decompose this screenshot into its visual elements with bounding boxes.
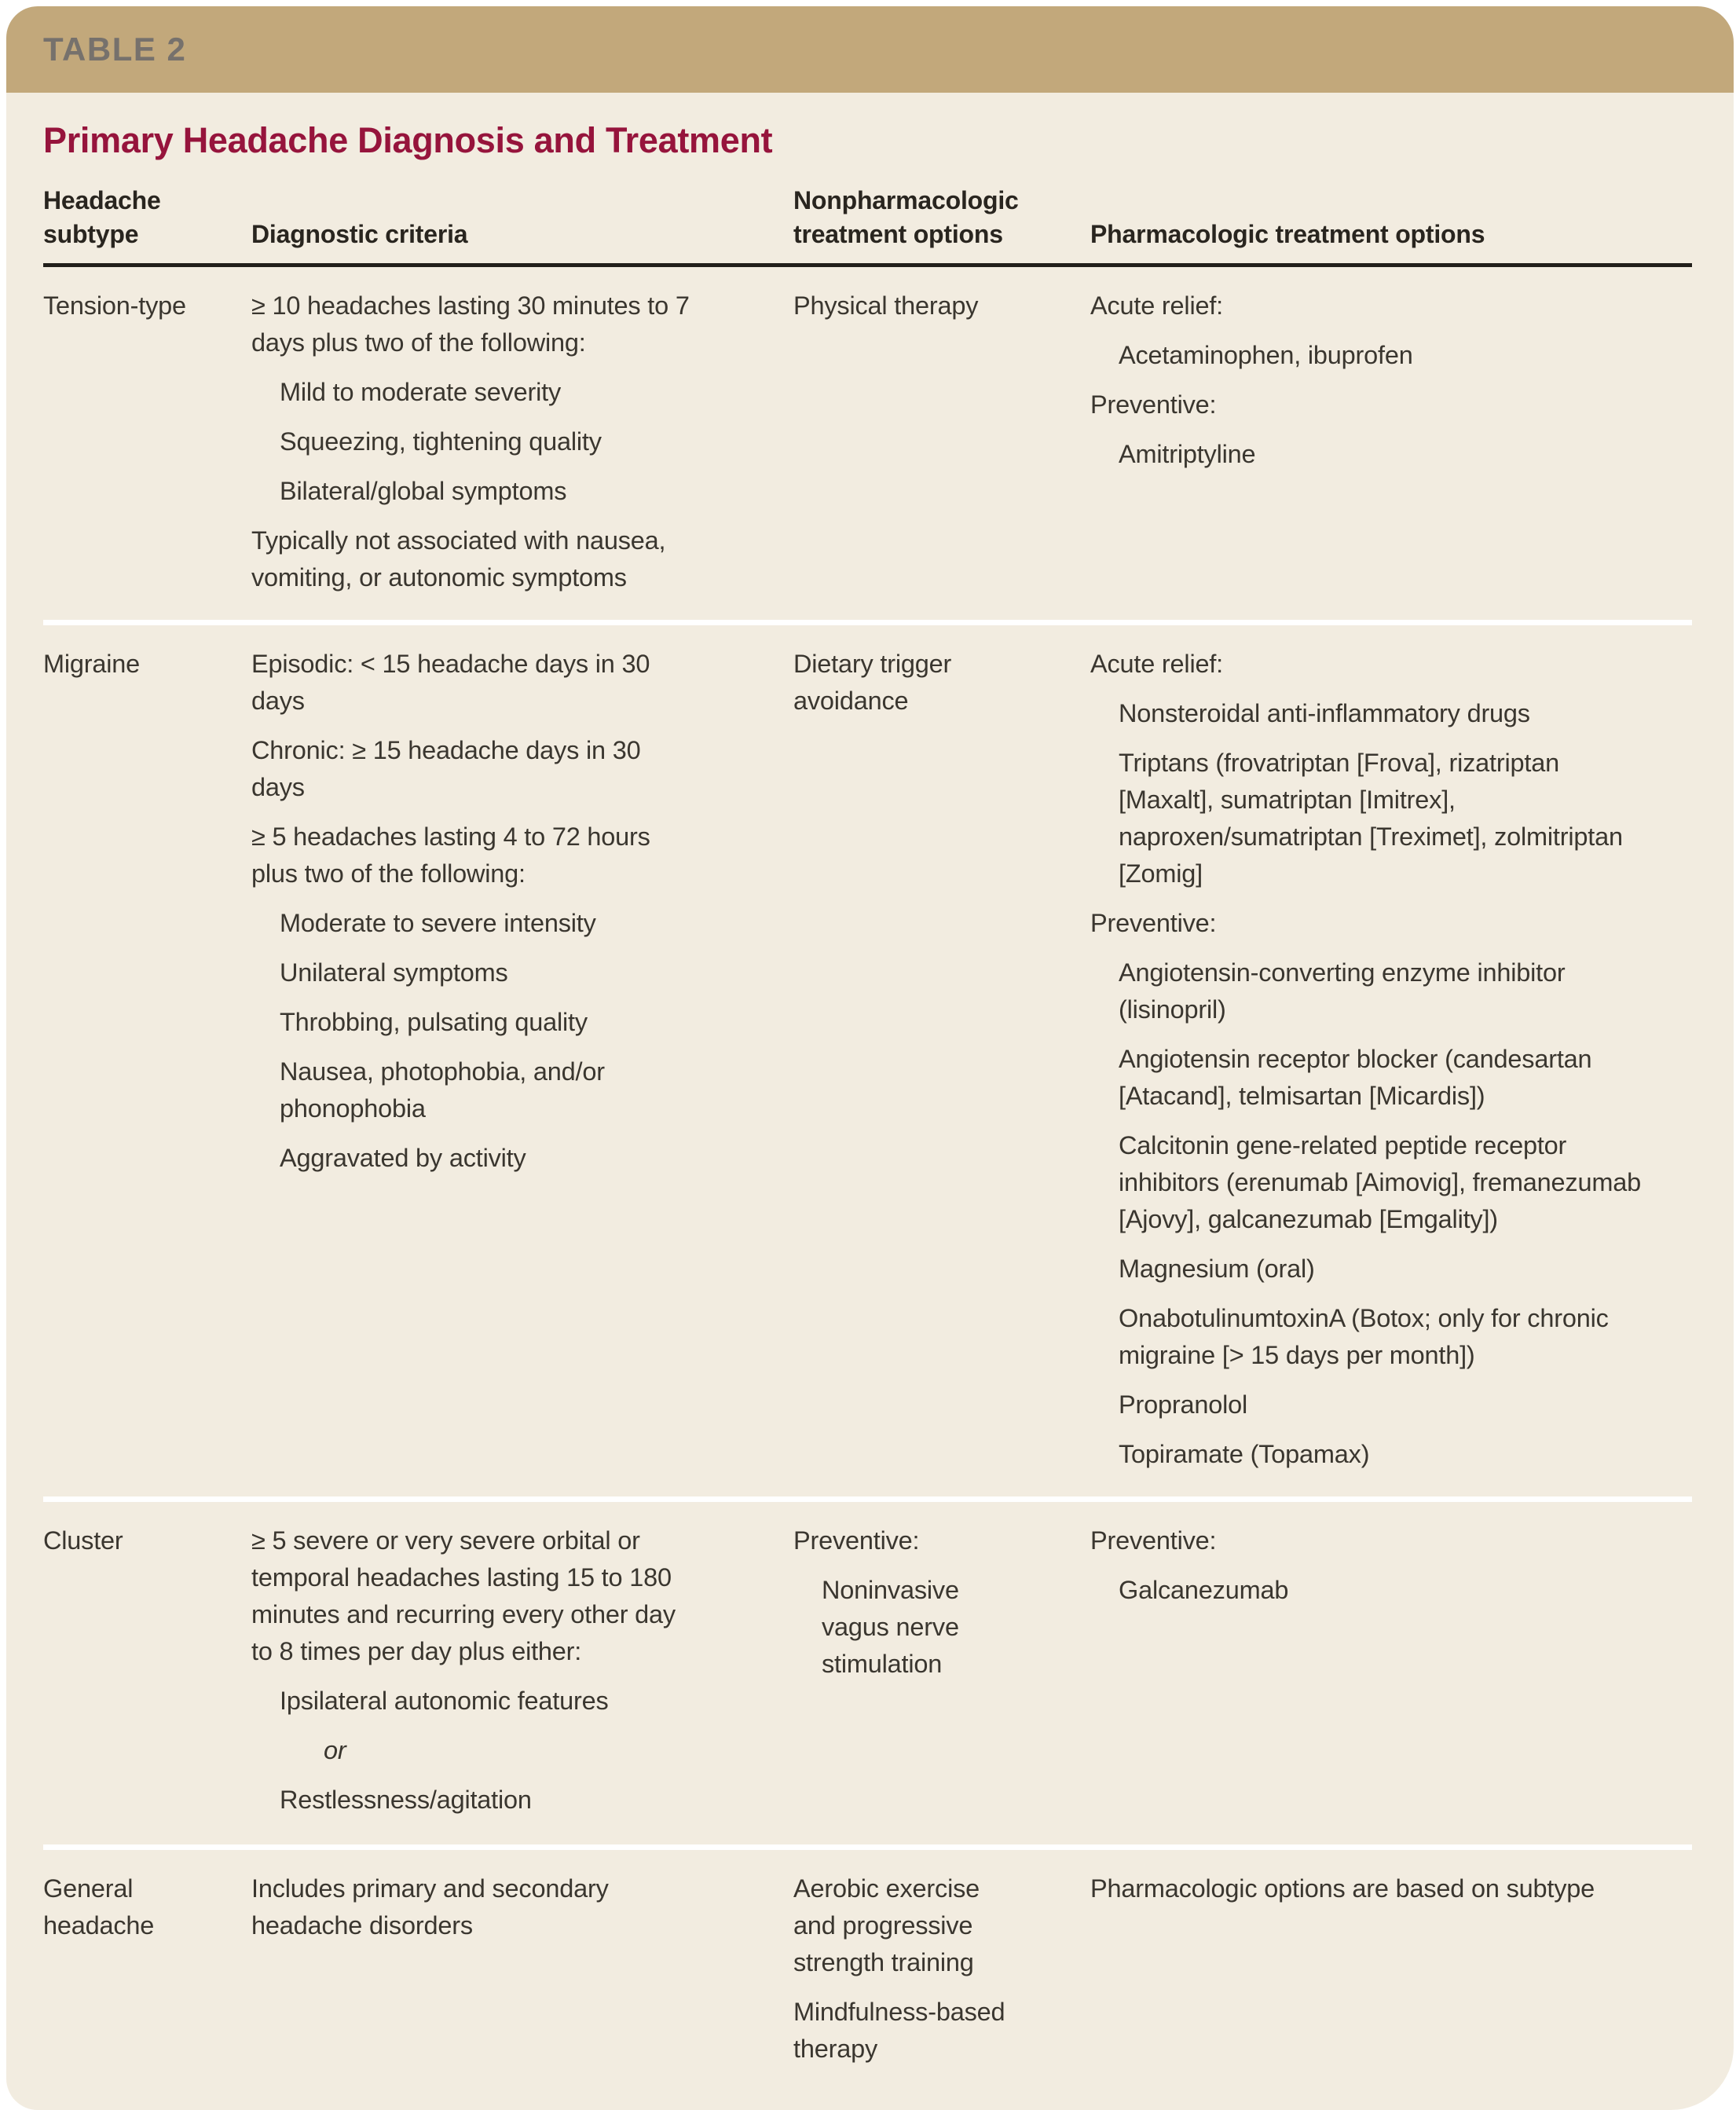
pharm-cell	[1090, 646, 1692, 1485]
cell-line: Episodic: < 15 headache days in 30 days	[251, 650, 650, 715]
cell-line: Moderate to severe intensity	[280, 909, 596, 937]
cell-line: Throbbing, pulsating quality	[280, 1008, 588, 1036]
cell-line: Noninvasive vagus nerve stimulation	[822, 1576, 959, 1678]
table-title: Primary Headache Diagnosis and Treatment	[43, 120, 773, 160]
cell-line: Preventive:	[793, 1526, 920, 1555]
nonpharm-cell	[793, 1522, 1090, 1833]
cell-line: ≥ 5 severe or very severe orbital or temporal headaches lasting 15 to 180 minutes and recurring every other day to 8 times per day plus either:	[251, 1526, 676, 1665]
headache-subtype-cell	[43, 646, 251, 1485]
cell-line: Preventive:	[1090, 1526, 1217, 1555]
cell-line: OnabotulinumtoxinA (Botox; only for chronic migraine [> 15 days per month])	[1119, 1304, 1609, 1369]
table-row	[43, 267, 1692, 625]
headache-subtype-label: General headache	[43, 1874, 155, 1940]
cell-line: Preventive:	[1090, 390, 1217, 419]
cell-line: ≥ 5 headaches lasting 4 to 72 hours plus two of the following:	[251, 822, 650, 888]
cell-line: Preventive:	[1090, 909, 1217, 937]
cell-line: Squeezing, tightening quality	[280, 427, 602, 456]
diagnostic-cell	[251, 288, 793, 609]
headache-subtype-label: Migraine	[43, 650, 141, 678]
cell-line: or	[324, 1736, 346, 1764]
cell-line: Triptans (frovatriptan [Frova], rizatriptan [Maxalt], sumatriptan [Imitrex], naproxen/sumatriptan [Treximet], zolmitriptan [Zomig]	[1119, 749, 1623, 888]
nonpharm-cell	[793, 646, 1090, 1485]
cell-line: Propranolol	[1119, 1390, 1248, 1419]
cell-line: Magnesium (oral)	[1119, 1255, 1315, 1283]
cell-line: Acute relief:	[1090, 650, 1224, 678]
cell-line: Restlessness/agitation	[280, 1786, 532, 1814]
table-card	[6, 6, 1734, 2063]
cell-line: Angiotensin-converting enzyme inhibitor (lisinopril)	[1119, 958, 1566, 1024]
cell-line: ≥ 10 headaches lasting 30 minutes to 7 days plus two of the following:	[251, 291, 690, 357]
table-tag: TABLE 2	[43, 31, 187, 68]
cell-line: Angiotensin receptor blocker (candesartan [Atacand], telmisartan [Micardis])	[1119, 1045, 1592, 1110]
cell-line: Acute relief:	[1090, 291, 1224, 320]
cell-line: Galcanezumab	[1119, 1576, 1289, 1604]
column-header-headache-subtype: Headache subtype	[43, 186, 161, 248]
table-row	[43, 1502, 1692, 1850]
column-header-pharmacologic-options: Pharmacologic treatment options	[1090, 220, 1485, 248]
table-panel	[6, 93, 1734, 2110]
table-tag-band	[6, 6, 1734, 93]
cell-line: Nausea, photophobia, and/or phonophobia	[280, 1057, 605, 1123]
cell-line: Mild to moderate severity	[280, 378, 562, 406]
diagnostic-cell	[251, 1522, 793, 1833]
headache-subtype-cell	[43, 1522, 251, 1833]
pharm-cell	[1090, 1522, 1692, 1833]
cell-line: Includes primary and secondary headache disorders	[251, 1874, 609, 1940]
cell-line: Calcitonin gene-related peptide receptor inhibitors (erenumab [Aimovig], fremanezumab [Ajovy], galcanezumab [Emgality])	[1119, 1131, 1641, 1233]
cell-line: Dietary trigger avoidance	[793, 650, 952, 715]
diagnostic-cell	[251, 1870, 793, 2080]
headache-subtype-label: Tension-type	[43, 291, 186, 320]
headache-subtype-cell	[43, 288, 251, 609]
cell-line: Typically not associated with nausea, vomiting, or autonomic symptoms	[251, 526, 666, 592]
cell-line: Pharmacologic options are based on subtype	[1090, 1874, 1595, 1903]
cell-line: Aggravated by activity	[280, 1144, 526, 1172]
table-row	[43, 1850, 1692, 2091]
column-header-diagnostic-criteria: Diagnostic criteria	[251, 220, 468, 248]
column-header-nonpharmacologic-options: Nonpharmacologic treatment options	[793, 186, 1019, 248]
nonpharm-cell	[793, 1870, 1090, 2080]
pharm-cell	[1090, 1870, 1692, 2080]
diagnostic-cell	[251, 646, 793, 1485]
table-header-row	[43, 160, 1692, 267]
pharm-cell	[1090, 288, 1692, 609]
headache-subtype-label: Cluster	[43, 1526, 123, 1555]
table-row	[43, 625, 1692, 1502]
headache-subtype-cell	[43, 1870, 251, 2080]
cell-line: Amitriptyline	[1119, 440, 1256, 468]
cell-line: Topiramate (Topamax)	[1119, 1440, 1370, 1468]
nonpharm-cell	[793, 288, 1090, 609]
cell-line: Nonsteroidal anti-inflammatory drugs	[1119, 699, 1530, 727]
cell-line: Unilateral symptoms	[280, 958, 508, 987]
cell-line: Ipsilateral autonomic features	[280, 1687, 609, 1715]
cell-line: Bilateral/global symptoms	[280, 477, 567, 505]
cell-line: Physical therapy	[793, 291, 979, 320]
table-body	[43, 267, 1692, 2091]
cell-line: Aerobic exercise and progressive strength training	[793, 1874, 980, 1976]
cell-line: Mindfulness-based therapy	[793, 1998, 1005, 2063]
cell-line: Acetaminophen, ibuprofen	[1119, 341, 1413, 369]
cell-line: Chronic: ≥ 15 headache days in 30 days	[251, 736, 641, 801]
